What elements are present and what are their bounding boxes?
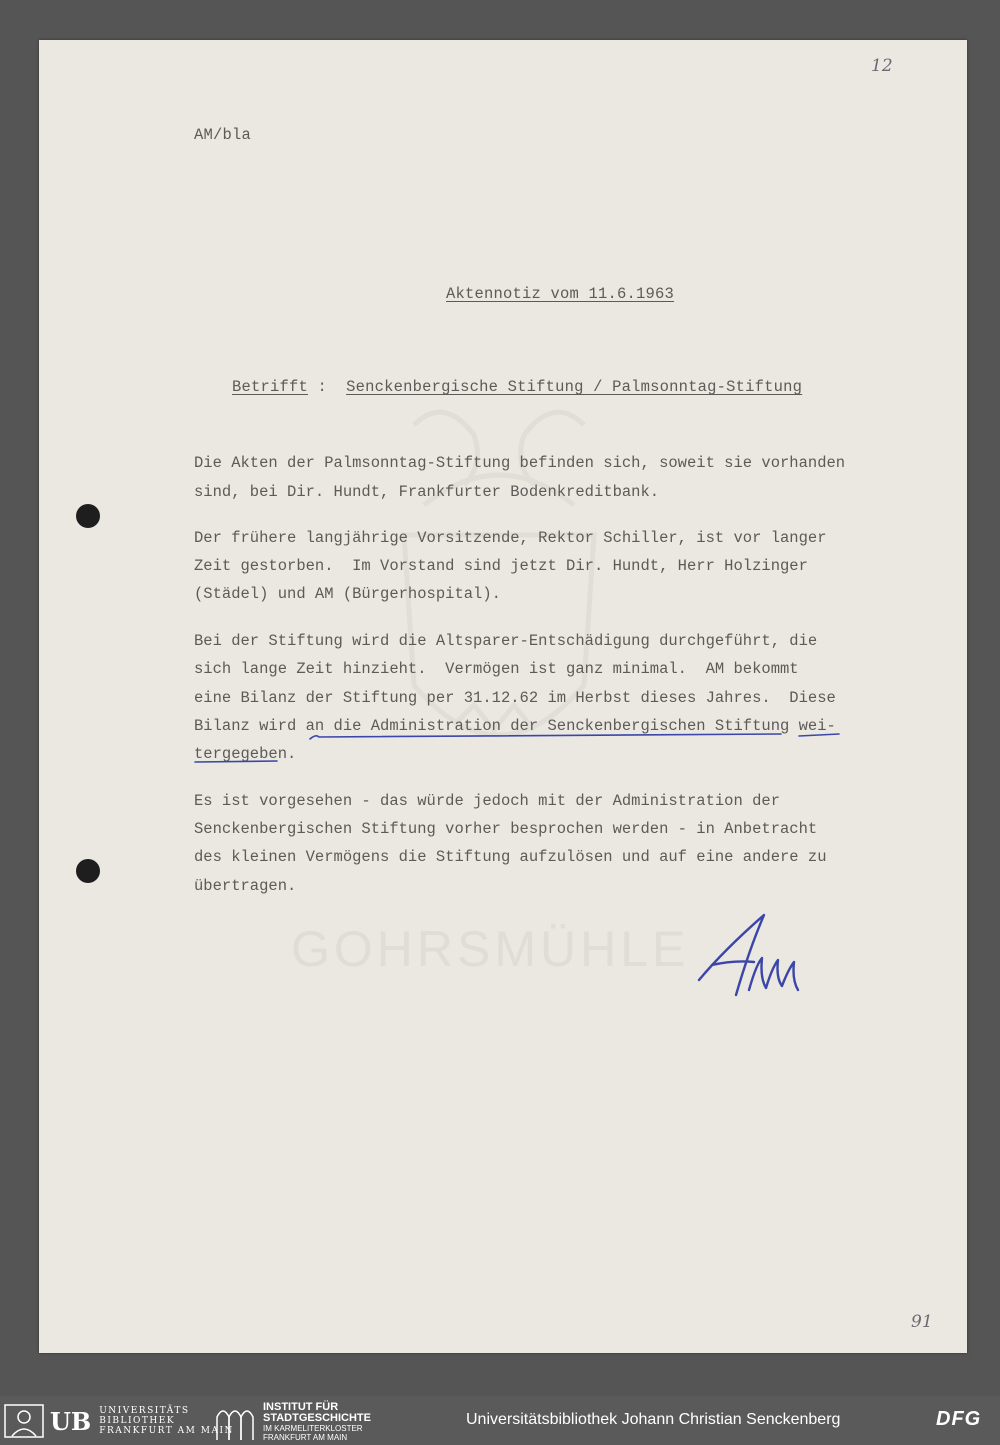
paragraph-line: Der frühere langjährige Vorsitzende, Rektor Schiller, ist vor langer xyxy=(194,529,827,547)
paragraph-line: Senckenbergischen Stiftung vorher besprochen werden - in Anbetracht xyxy=(194,820,818,838)
paragraph-line: Es ist vorgesehen - das würde jedoch mit der Administration der xyxy=(194,792,780,810)
arches-icon xyxy=(215,1403,255,1441)
ub-mark: UB xyxy=(50,1406,92,1436)
punch-hole-top xyxy=(76,504,100,528)
footer-bar xyxy=(0,1396,1000,1445)
watermark-text: GOHRSMÜHLE xyxy=(291,921,690,977)
footer-title[interactable]: Universitätsbibliothek Johann Christian Senckenberg xyxy=(466,1411,841,1428)
reference-initials: AM/bla xyxy=(194,126,252,144)
ub-line: FRANKFURT AM MAIN xyxy=(99,1426,234,1436)
institut-text xyxy=(263,1402,371,1442)
paragraph-line: eine Bilanz der Stiftung per 31.12.62 im Herbst dieses Jahres. Diese xyxy=(194,689,836,707)
line-segment: . xyxy=(287,745,297,763)
subject-label: Betrifft xyxy=(232,378,309,396)
page-number-bottom: 91 xyxy=(911,1312,933,1332)
pen-underlined-segment: an die Administration der Senckenbergischen Stiftung xyxy=(305,717,790,735)
paragraph-line: sind, bei Dir. Hundt, Frankfurter Bodenkreditbank. xyxy=(194,483,660,501)
ub-text xyxy=(99,1406,234,1436)
institut-line: FRANKFURT AM MAIN xyxy=(263,1433,348,1442)
page-number-top: 12 xyxy=(871,56,893,76)
paragraph-line: übertragen. xyxy=(194,877,297,895)
ub-line: BIBLIOTHEK xyxy=(99,1416,176,1426)
ub-logo[interactable] xyxy=(4,1404,234,1438)
pen-underline-marks xyxy=(189,730,849,770)
subject-text: Senckenbergische Stiftung / Palmsonntag-Stiftung xyxy=(346,378,803,396)
subject-line xyxy=(194,360,802,414)
signature xyxy=(694,910,804,1000)
ub-emblem-icon xyxy=(4,1404,44,1438)
pen-underlined-segment: wei- xyxy=(798,717,836,735)
institut-line: STADTGESCHICHTE xyxy=(263,1412,371,1424)
paragraph-line: Bei der Stiftung wird die Altsparer-Entschädigung durchgeführt, die xyxy=(194,632,818,650)
institut-line: INSTITUT FÜR xyxy=(263,1401,339,1413)
ub-line: UNIVERSITÄTS xyxy=(99,1406,190,1416)
paragraph-line: (Städel) und AM (Bürgerhospital). xyxy=(194,585,501,603)
paragraph-line: des kleinen Vermögens die Stiftung aufzulösen und auf eine andere zu xyxy=(194,848,827,866)
pen-underlined-segment: tergegeben xyxy=(194,745,288,763)
paragraph-line: Zeit gestorben. Im Vorstand sind jetzt Dir. Hundt, Herr Holzinger xyxy=(194,557,808,575)
paragraph-line: Die Akten der Palmsonntag-Stiftung befinden sich, soweit sie vorhanden xyxy=(194,454,846,472)
paragraph-line: sich lange Zeit hinzieht. Vermögen ist ganz minimal. AM bekommt xyxy=(194,660,799,678)
dfg-logo[interactable]: DFG xyxy=(936,1408,982,1430)
memo-title: Aktennotiz vom 11.6.1963 xyxy=(446,285,675,303)
institut-logo[interactable] xyxy=(215,1402,371,1442)
line-segment: Bilanz wird xyxy=(194,717,306,735)
subject-separator: : xyxy=(317,378,328,396)
punch-hole-bottom xyxy=(76,859,100,883)
institut-line: IM KARMELITERKLOSTER xyxy=(263,1424,363,1433)
document-page xyxy=(39,40,967,1353)
